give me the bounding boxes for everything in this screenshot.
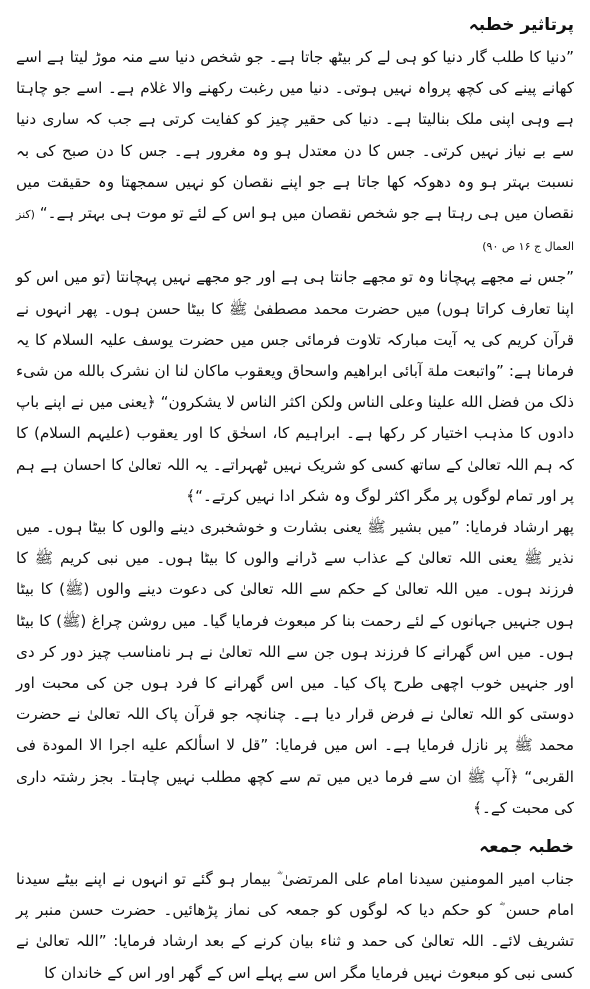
paragraph-declaration: پھر ارشاد فرمایا: ”میں بشیر ﷺ یعنی بشارت و خوشخبری دینے والوں کا بیٹا ہوں۔ میں نذیر ﷺ یعنی اللہ تعالیٰ کے عذاب سے ڈرانے والوں کا بیٹا ہوں۔ میں نبی کریم ﷺ کا فرزند ہوں۔ میں اللہ تعالیٰ کے حکم سے اللہ تعالیٰ کی دعوت دینے والوں (ﷺ) کا بیٹا ہوں جنہیں جہانوں کے لئے رحمت بنا کر مبعوث فرمایا گیا۔ میں روشن چراغ (ﷺ) کا بیٹا ہوں۔ میں اس گھرانے کا فرزند ہوں جن سے اللہ تعالیٰ نے ہر نامناسب چیز دور کر دی اور جنہیں خوب اچھی طرح پاک کیا۔ میں اس گھرانے کا فرد ہوں جن کی محبت اور دوستی کو اللہ تعالیٰ نے فرض قرار دیا ہے۔ چنانچہ جو قرآن پاک اللہ تعالیٰ نے حضرت محمد ﷺ پر نازل فرمایا ہے۔ اس میں فرمایا: ”قل لا اسألکم علیه اجرا الا المودة فی القربی“ ﴿آپ ﷺ ان سے فرما دیں میں تم سے کچھ مطلب نہیں چاہتا۔ بجز رشتہ داری کی محبت کے۔﴾ xyxy=(16,518,574,817)
paragraph-world-seeker xyxy=(16,42,574,262)
citation-reference: (کنز العمال ج ۱۶ ص ۹۰) xyxy=(16,208,574,254)
paragraph-introduction: ”جس نے مجھے پہچانا وہ تو مجھے جانتا ہی ہے اور جو مجھے نہیں پہچانتا (تو میں اس کو اپنا تعارف کراتا ہوں) میں حضرت محمد مصطفیٰ ﷺ کا بیٹا حسن ہوں۔ پھر انہوں نے قرآن کریم کی یہ آیت مبارکہ تلاوت فرمائی جس میں حضرت یوسف علیہ السلام کا یہ فرمانا ہے: ”واتبعت ملة آبائی ابراهیم واسحاق ویعقوب ماکان لنا ان نشرک بالله من شیء ذلک من فضل الله علینا وعلی الناس ولکن اکثر الناس لا یشکرون“ ﴿یعنی میں نے اپنے باپ دادوں کا مذہب اختیار کر رکھا ہے۔ ابراہیم کا، اسحٰق کا اور یعقوب (علیہم السلام) کا کہ ہم اللہ تعالیٰ کے ساتھ کسی کو شریک نہیں ٹھہراتے۔ یہ اللہ تعالیٰ کا احسان ہے ہم پر اور تمام لوگوں پر مگر اکثر لوگ وہ شکر ادا نہیں کرتے۔“﴾ xyxy=(16,268,574,505)
paragraph-friday-sermon: جناب امیر المومنین سیدنا امام علی المرتضیٰ ؓ بیمار ہو گئے تو انہوں نے اپنے بیٹے سیدنا امام حسن ؓ کو حکم دیا کہ لوگوں کو جمعہ کی نماز پڑھائیں۔ حضرت حسن منبر پر تشریف لائے۔ اللہ تعالیٰ کی حمد و ثناء بیان کرنے کے بعد ارشاد فرمایا: ”اللہ تعالیٰ نے کسی نبی کو مبعوث نہیں فرمایا مگر اس سے پہلے اس کے گھر اور اس کے خاندان کا xyxy=(16,870,574,982)
section-heading-friday-sermon: خطبہ جمعہ xyxy=(479,837,574,858)
paragraph-text: ”دنیا کا طلب گار دنیا کو ہی لے کر بیٹھ جاتا ہے۔ جو شخص دنیا سے منہ موڑ لیتا ہے اسے کھانے پینے کی کچھ پرواہ نہیں ہوتی۔ دنیا میں رغبت رکھنے والا غلام ہے۔ اسے جو چاہتا ہے وہی اپنی ملک بنالیتا ہے۔ دنیا کی حقیر چیز کو کفایت کرتی ہے جب کہ ساری دنیا سے بے نیاز نہیں کرتی۔ جس کا دن معتدل ہو وہ مغرور ہے۔ جس کا دن صبح کی بہ نسبت بہتر ہو وہ دھوکہ کھا جاتا ہے جو اپنے نقصان کو نہیں سمجھتا وہ حقیقت میں نقصان میں ہی رہتا ہے جو شخص نقصان میں ہو اس کے لئے تو موت ہی بہتر ہے۔“ xyxy=(16,48,575,223)
section-heading-impactful-sermon: پرتاثیر خطبہ xyxy=(468,15,574,35)
